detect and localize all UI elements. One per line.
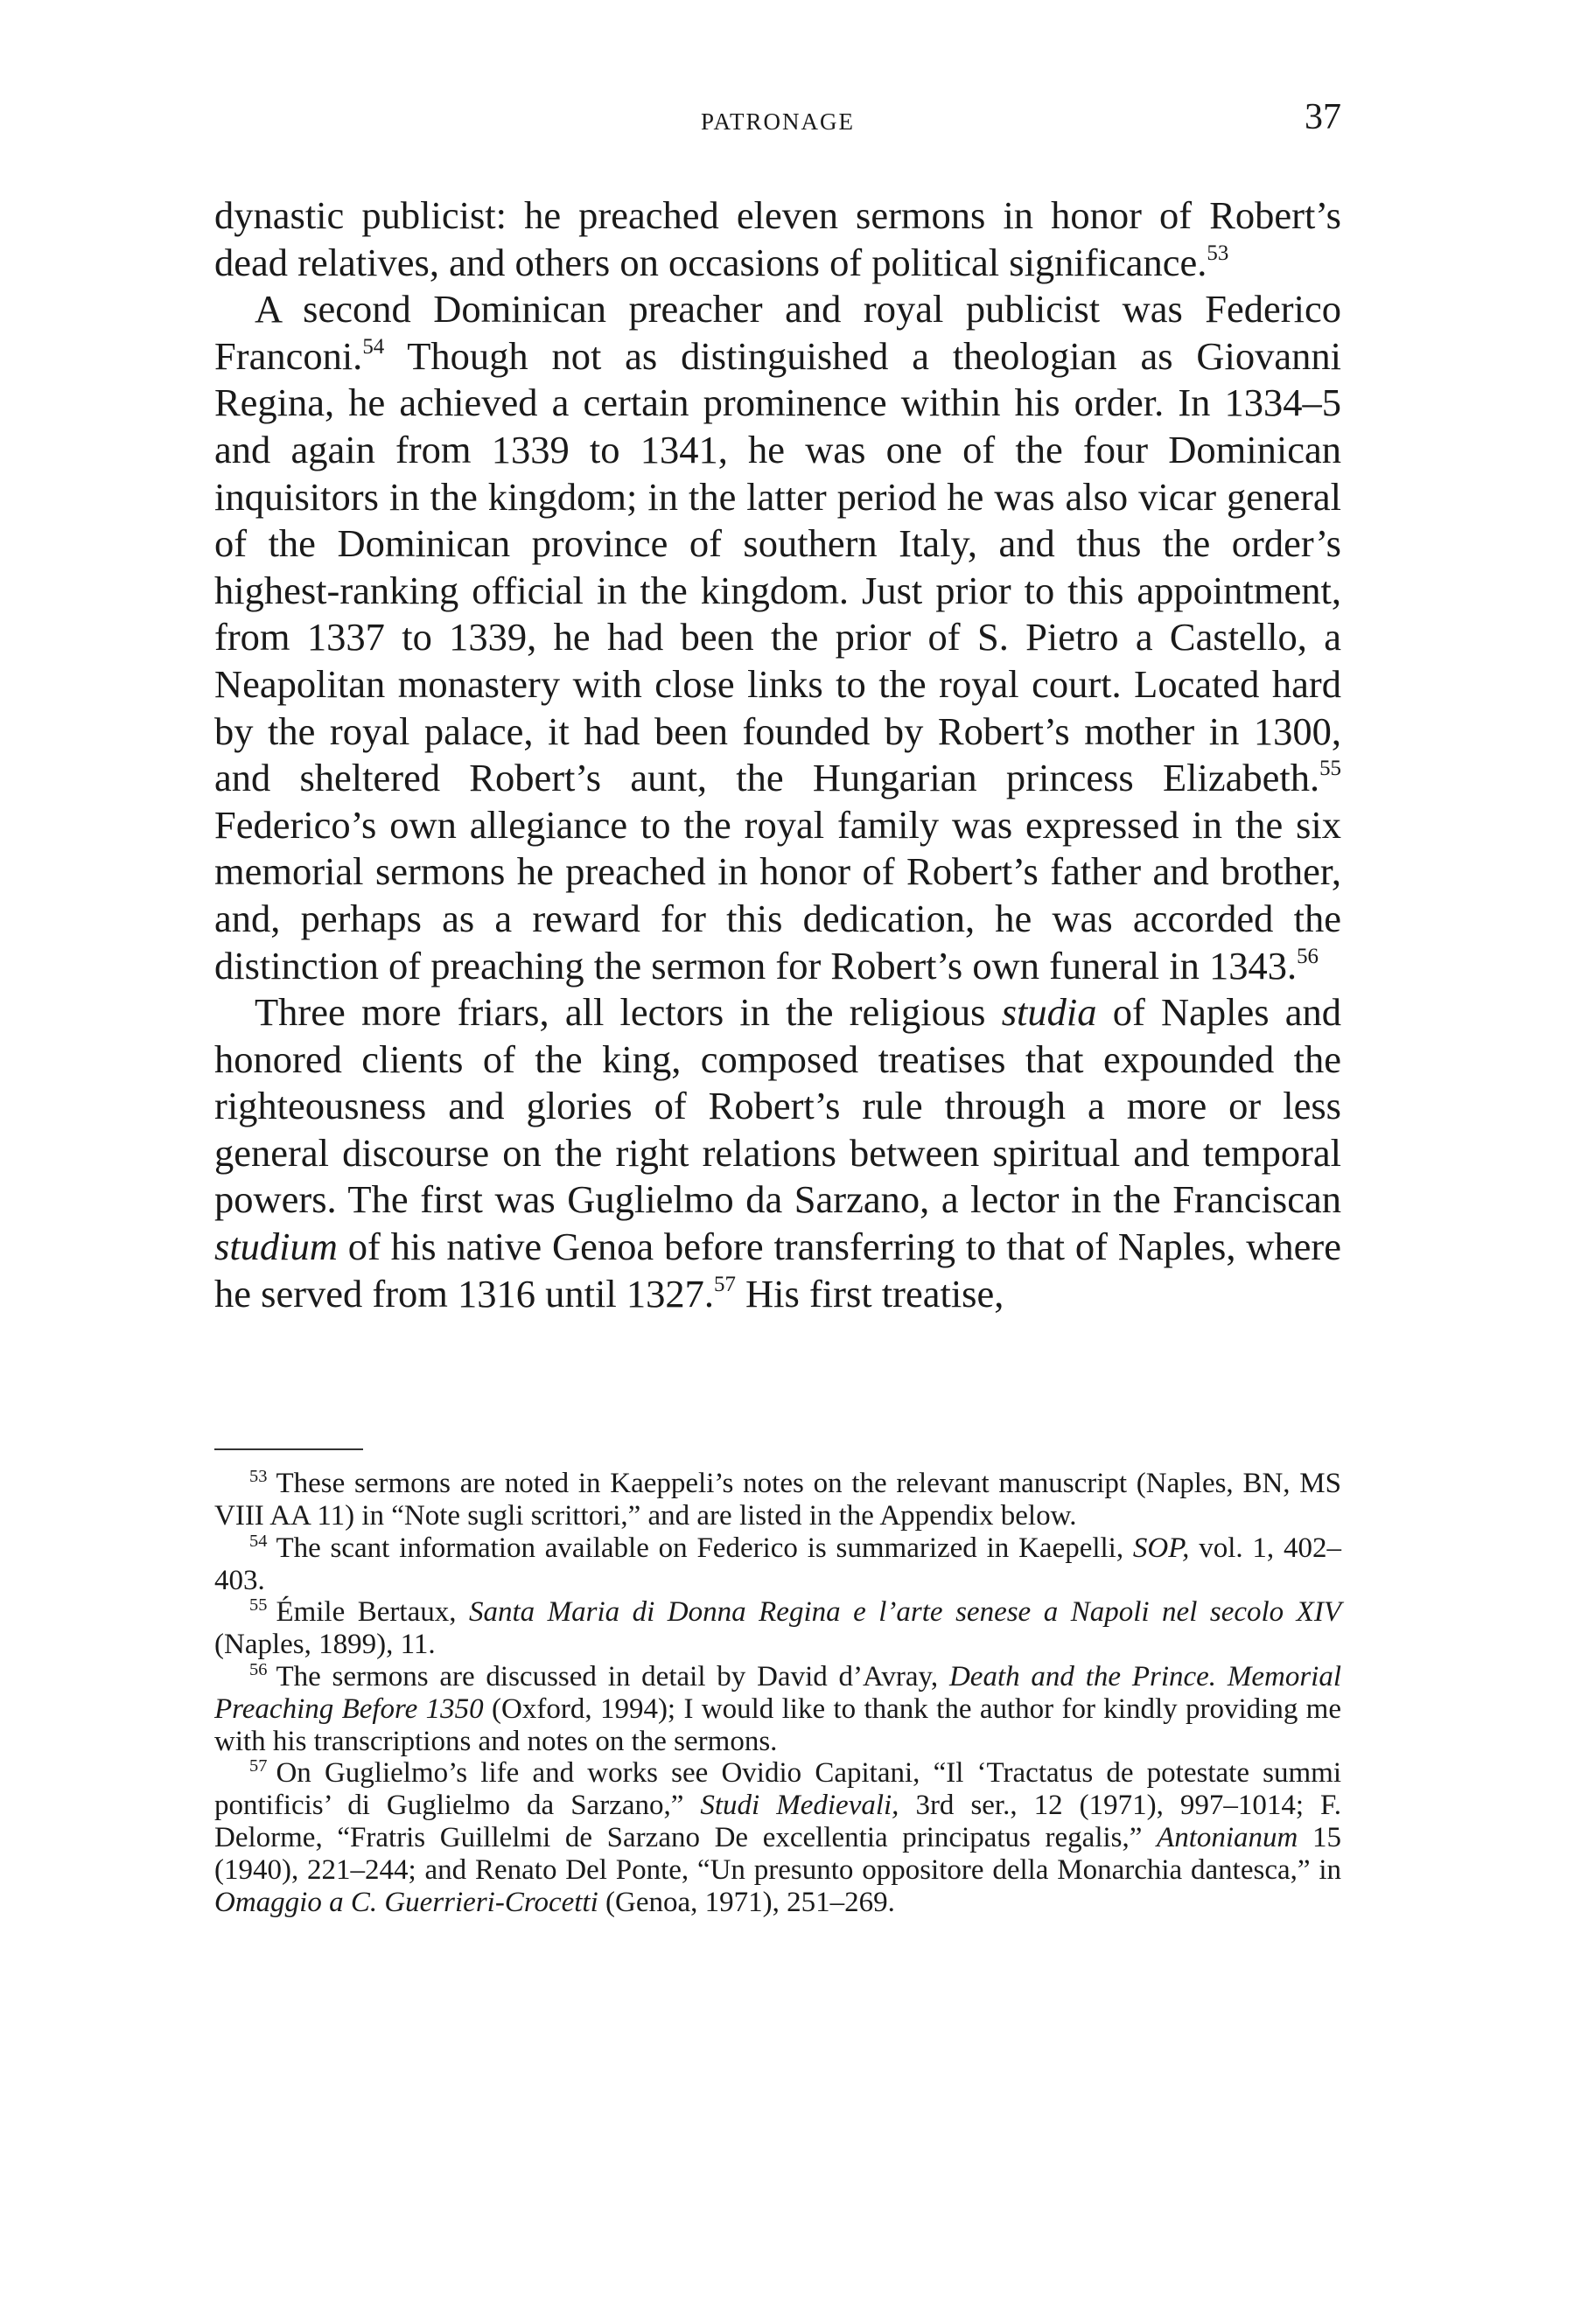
text-run: of his native Genoa before transferring to that of Naples, where he served from 1316 until 1327. xyxy=(214,1225,1341,1316)
footnote-text: Émile Bertaux, xyxy=(276,1596,469,1629)
footnote-text: The sermons are discussed in detail by David d’Avray, xyxy=(276,1661,949,1693)
footnote-text: The scant information available on Federico is summarized in Kaepelli, xyxy=(276,1532,1133,1564)
footnote-number: 57 xyxy=(249,1756,268,1776)
text-run: Federico’s own allegiance to the royal family was expressed in the six memorial sermons he preached in honor of Robert’s father and brother, and, perhaps as a reward for this dedication, he was accorded the distinction of preaching the sermon for Robert’s own funeral in 1343. xyxy=(214,802,1341,988)
text-run: of Naples and honored clients of the king, composed treatises that expounded the righteousness and glories of Robert’s rule through a more or less general discourse on the right relations between spiritual and temporal powers. The first was Guglielmo da Sarzano, a lector in the Franciscan xyxy=(214,990,1342,1222)
footnote-text: vol. 1, 402–403. xyxy=(214,1532,1341,1596)
footnote-ref-54: 54 xyxy=(362,334,385,359)
text-run: His first treatise, xyxy=(735,1271,1004,1316)
footnotes-section xyxy=(214,1468,1341,1918)
footnote-53 xyxy=(214,1468,1341,1532)
italic-citation: Antonianum xyxy=(1157,1822,1298,1854)
footnote-text: (Oxford, 1994); I would like to thank the author for kindly providing me with his transcriptions and notes on the sermons. xyxy=(214,1692,1341,1757)
main-text xyxy=(214,192,1341,1317)
italic-citation: Omaggio a C. Guerrieri-Crocetti xyxy=(214,1886,598,1918)
text-run: Though not as distinguished a theologian as Giovanni Regina, he achieved a certain prominence within his order. In 1334–5 and again from 1339 to 1341, he was one of the four Dominican inquisitors in the kingdom; in the latter period he was also vicar general of the Dominican province of southern Italy, and thus the order’s highest-ranking official in the kingdom. Just prior to this appointment, from 1337 to 1339, he had been the prior of S. Pietro a Castello, a Neapolitan monastery with close links to the royal court. Located hard by the royal palace, it had been founded by Robert’s mother in 1300, and sheltered Robert’s aunt, the Hungarian princess Elizabeth. xyxy=(214,333,1341,800)
footnote-57 xyxy=(214,1757,1341,1918)
footnote-text: 3rd ser., 12 (1971), 997–1014; F. Delorme, “Fratris Guillelmi de Sarzano De excellentia principatus regalis,” xyxy=(214,1790,1341,1854)
italic-term: studium xyxy=(214,1225,338,1269)
running-header xyxy=(214,96,1341,149)
footnote-text: These sermons are noted in Kaeppeli’s notes on the relevant manuscript (Naples, BN, MS VIII AA 11) in “Note sugli scrittori,” and are listed in the Appendix below. xyxy=(214,1468,1341,1532)
text-run: Three more friars, all lectors in the religious xyxy=(255,990,1002,1035)
paragraph-1 xyxy=(214,192,1341,286)
text-run: A second Dominican preacher and royal publicist was Federico Franconi. xyxy=(214,287,1341,378)
footnote-number: 56 xyxy=(249,1660,268,1680)
footnote-54 xyxy=(214,1532,1341,1597)
italic-term: studia xyxy=(1001,990,1097,1035)
footnote-ref-55: 55 xyxy=(1319,757,1341,781)
footnote-ref-56: 56 xyxy=(1297,944,1319,968)
italic-citation: SOP, xyxy=(1132,1532,1190,1564)
page-number: 37 xyxy=(1305,97,1341,137)
footnote-55 xyxy=(214,1596,1341,1661)
running-title: PATRONAGE xyxy=(700,108,856,135)
footnote-divider xyxy=(214,1448,363,1450)
footnote-text: (Genoa, 1971), 251–269. xyxy=(598,1886,895,1918)
footnote-text: (Naples, 1899), 11. xyxy=(214,1629,436,1661)
text-run: dynastic publicist: he preached eleven sermons in honor of Robert’s dead relatives, and others on occasions of political significance. xyxy=(214,193,1341,284)
italic-citation: Santa Maria di Donna Regina e l’arte senese a Napoli nel secolo XIV xyxy=(468,1596,1341,1629)
book-page xyxy=(214,96,1341,1918)
footnote-ref-53: 53 xyxy=(1207,241,1229,265)
italic-citation: Studi Medievali, xyxy=(700,1790,899,1822)
paragraph-3 xyxy=(214,989,1341,1317)
footnote-text: On Guglielmo’s life and works see Ovidio Capitani, “Il ‘Tractatus de potestate summi pontificis’ di Guglielmo da Sarzano,” xyxy=(214,1757,1341,1822)
footnote-ref-57: 57 xyxy=(713,1272,736,1296)
footnote-text: 15 (1940), 221–244; and Renato Del Ponte, “Un presunto oppositore della Monarchia dantesca,” in xyxy=(214,1822,1341,1886)
footnote-56 xyxy=(214,1661,1341,1757)
paragraph-2 xyxy=(214,286,1341,989)
footnote-number: 53 xyxy=(249,1467,268,1487)
footnote-number: 55 xyxy=(249,1595,268,1616)
footnote-number: 54 xyxy=(249,1531,268,1551)
italic-citation: Death and the Prince. Memorial Preaching Before 1350 xyxy=(214,1661,1342,1725)
